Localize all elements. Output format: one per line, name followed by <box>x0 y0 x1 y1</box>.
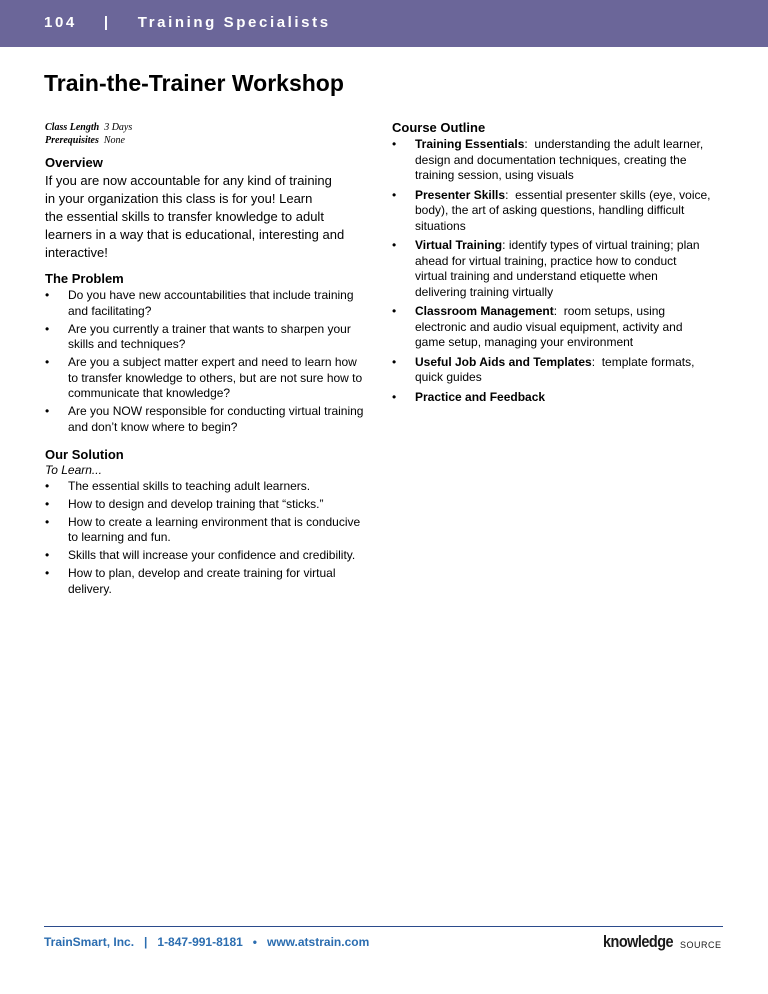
section-name: Training Specialists <box>137 14 331 31</box>
page-number: 104 <box>44 14 77 31</box>
header-text <box>44 14 331 31</box>
class-meta <box>45 121 132 147</box>
class-length: Class Length 3 Days <box>45 122 133 133</box>
prerequisites: Prerequisites None <box>45 135 125 146</box>
header-separator: | <box>103 14 111 31</box>
list-item: • Skills that will increase your confidence and credibility. <box>45 548 356 562</box>
list-item: • Are you currently a trainer that wants to sharpen your skills and techniques? <box>45 321 351 351</box>
footer-rule <box>44 926 723 927</box>
list-item: • Virtual Training: identify types of virtual training; plan ahead for virtual training, practice how to conduct virtual training and understand etiquette when delivering training virtually <box>392 238 700 299</box>
problem-list <box>45 288 380 435</box>
page-title: Train-the-Trainer Workshop <box>44 70 344 96</box>
right-column <box>392 120 727 409</box>
list-item: • Practice and Feedback <box>392 389 546 404</box>
left-column <box>45 155 380 600</box>
overview-text: If you are now accountable for any kind of training in your organization this class is for you! Learn the essential skills to transfer knowledge to adult learners in a way that is educational, interesting and interactive! <box>45 173 345 260</box>
list-item: • Are you a subject matter expert and need to learn how to transfer knowledge to others, but are not sure how to communicate that knowledge? <box>45 355 363 400</box>
overview-heading: Overview <box>45 155 103 170</box>
outline-heading: Course Outline <box>392 120 486 135</box>
knowledge-source-logo <box>603 932 722 952</box>
list-item: • Are you NOW responsible for conducting virtual training and don’t know where to begin? <box>45 404 364 434</box>
list-item: • The essential skills to teaching adult learners. <box>45 478 311 493</box>
list-item: • Presenter Skills: essential presenter skills (eye, voice, body), the art of asking questions, handling difficult situations <box>392 187 711 233</box>
solution-subheading: To Learn... <box>45 462 102 477</box>
list-item: • How to create a learning environment that is conducive to learning and fun. <box>45 514 361 544</box>
solution-list <box>45 479 380 598</box>
problem-heading: The Problem <box>45 271 124 286</box>
list-item: • Useful Job Aids and Templates: template formats, quick guides <box>392 354 695 384</box>
list-item: • How to plan, develop and create training for virtual delivery. <box>45 566 336 596</box>
logo-subword: SOURCE <box>680 940 722 950</box>
list-item: • Classroom Management: room setups, using electronic and audio visual equipment, activity and game setup, managing your environment <box>392 304 683 349</box>
list-item: • Training Essentials: understanding the adult learner, design and documentation techniques, creating the training session, using visuals <box>392 137 704 182</box>
logo-word: knowledge <box>603 932 674 951</box>
list-item: • Do you have new accountabilities that include training and facilitating? <box>45 288 354 318</box>
list-item: • How to design and develop training that “sticks.” <box>45 496 324 511</box>
outline-list <box>392 137 727 405</box>
solution-heading: Our Solution <box>45 446 124 462</box>
footer-contact: TrainSmart, Inc. | 1-847-991-8181 • www.atstrain.com <box>44 935 370 949</box>
